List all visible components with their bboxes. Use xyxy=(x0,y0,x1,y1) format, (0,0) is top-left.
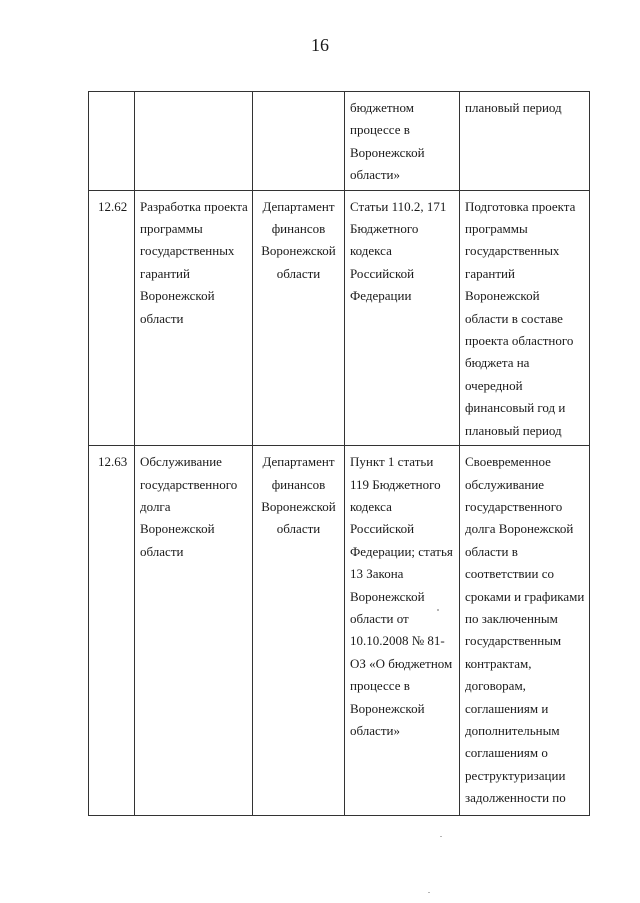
result-text: Подготовка проекта программы государственных гарантий Воронежской области в составе проекта областного бюджета на очередной финансовый год и плановый период xyxy=(465,198,576,438)
legal-basis-cell xyxy=(345,190,460,445)
legal-basis-text: Пункт 1 статьи 119 Бюджетного кодекса Российской Федерации; статья 13 Закона Воронежской области от 10.10.2008 № 81-ОЗ «О бюджетном процессе в Воронежской области» xyxy=(350,454,453,738)
page-number: 16 xyxy=(311,35,329,55)
executor-cell xyxy=(253,190,345,445)
activity-text: Разработка проекта программы государственных гарантий Воронежской области xyxy=(140,198,248,326)
document-table xyxy=(88,91,590,816)
table-row xyxy=(89,446,590,816)
row-number-cell xyxy=(89,446,135,816)
legal-basis-text: бюджетном процессе в Воронежской области» xyxy=(350,100,425,183)
table-row xyxy=(89,92,590,191)
activity-cell xyxy=(135,92,253,191)
result-text: Своевременное обслуживание государственного долга Воронежской области в соответствии со сроками и графиками по заключенным государственным контрактам, договорам, соглашениям и дополнительным соглашениям о реструктуризации задолженности по xyxy=(465,454,585,806)
legal-basis-cell xyxy=(345,92,460,191)
result-text: плановый период xyxy=(465,100,562,115)
result-cell xyxy=(460,446,590,816)
executor-cell xyxy=(253,446,345,816)
activity-cell xyxy=(135,446,253,816)
scan-speck xyxy=(440,836,442,837)
activity-cell xyxy=(135,190,253,445)
executor-cell xyxy=(253,92,345,191)
executor-text: Департамент финансов Воронежской области xyxy=(261,454,336,537)
activity-text: Обслуживание государственного долга Воронежской области xyxy=(140,454,238,559)
legal-basis-cell xyxy=(345,446,460,816)
result-cell xyxy=(460,92,590,191)
executor-text: Департамент финансов Воронежской области xyxy=(261,198,336,281)
result-cell xyxy=(460,190,590,445)
legal-basis-text: Статьи 110.2, 171 Бюджетного кодекса Российской Федерации xyxy=(350,198,447,304)
row-number-cell xyxy=(89,190,135,445)
row-number: 12.62 xyxy=(98,198,128,214)
row-number: 12.63 xyxy=(98,454,128,470)
row-number-cell xyxy=(89,92,135,191)
scan-speck xyxy=(437,609,439,611)
table-row xyxy=(89,190,590,445)
scan-speck xyxy=(428,892,430,893)
